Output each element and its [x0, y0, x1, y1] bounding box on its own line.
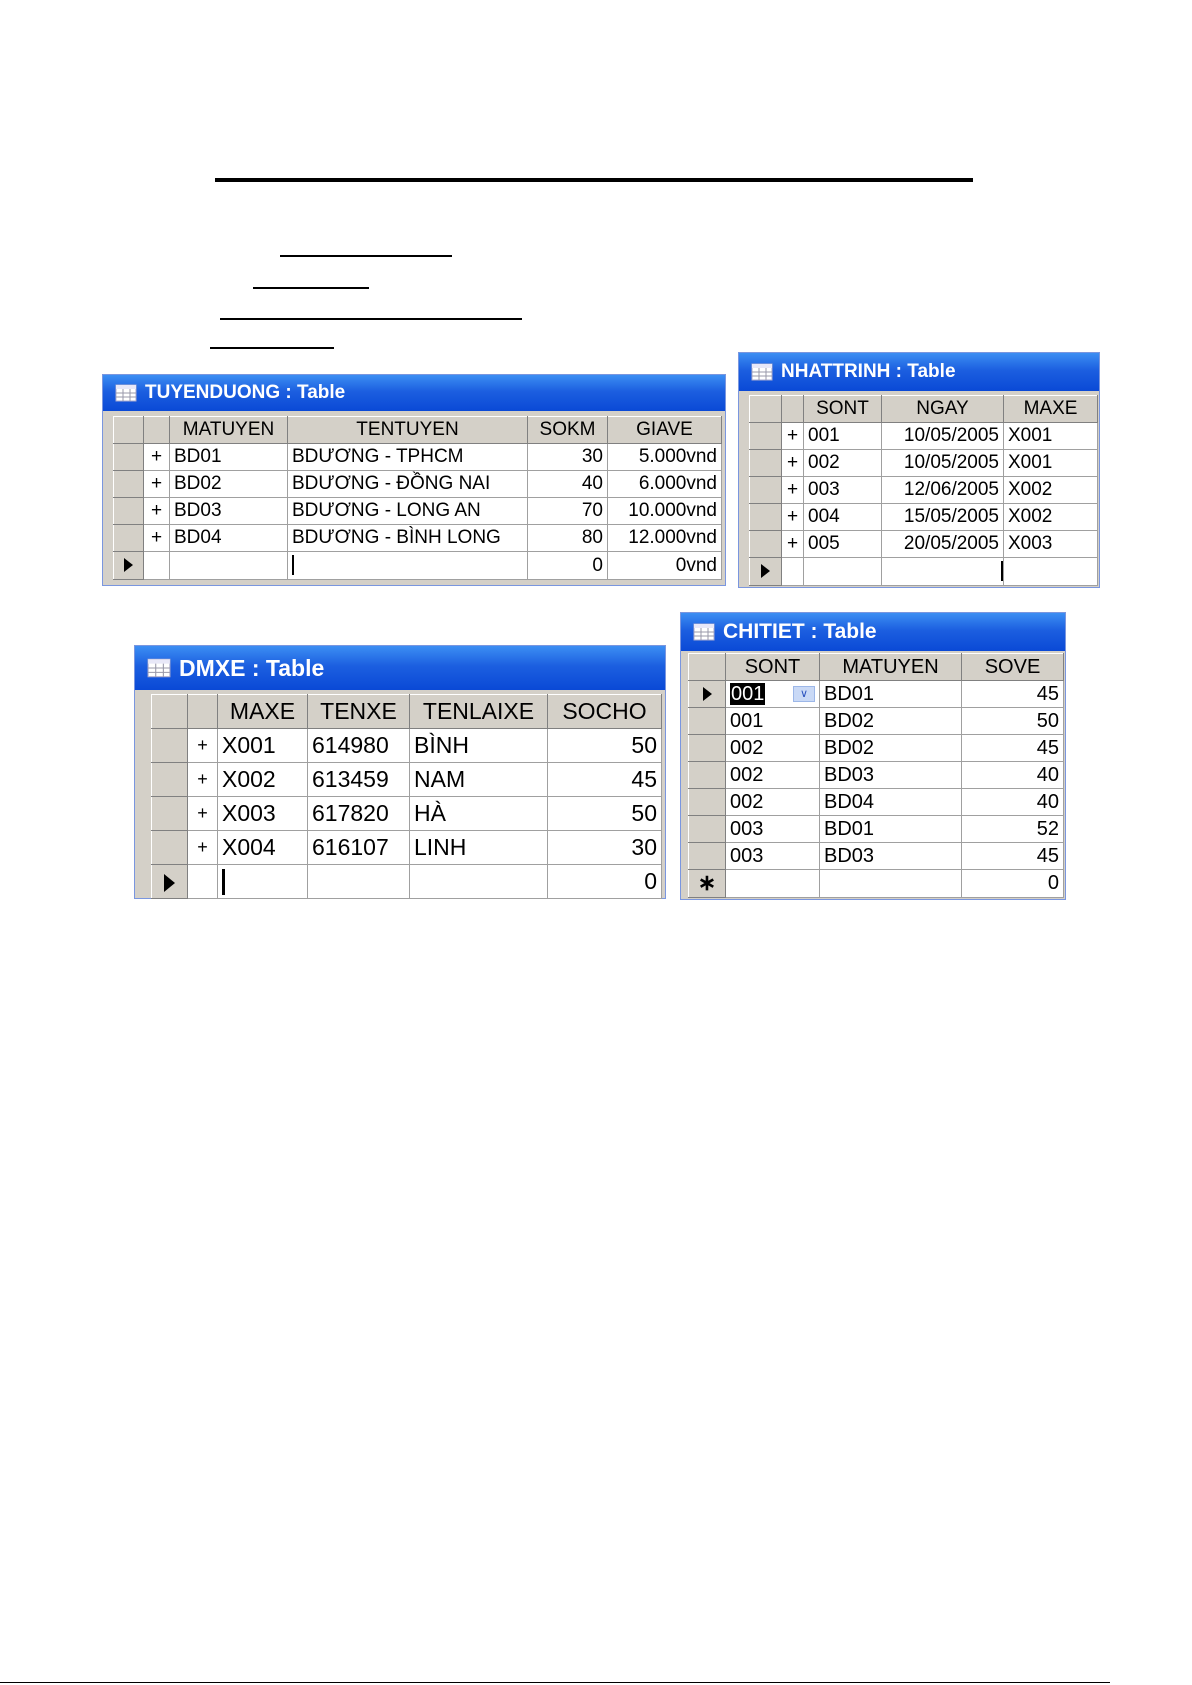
- expand-header: [144, 417, 170, 444]
- current-record-indicator[interactable]: [750, 558, 782, 586]
- selected-value: 001: [731, 682, 765, 705]
- new-record-indicator[interactable]: [689, 870, 726, 898]
- expand-button[interactable]: +: [782, 477, 804, 504]
- nhattrinh-table-window[interactable]: [738, 352, 1100, 588]
- cell-sokm[interactable]: 80: [528, 525, 608, 552]
- table-row[interactable]: [114, 525, 722, 552]
- table-row[interactable]: [750, 423, 1098, 450]
- row-selector[interactable]: [114, 525, 144, 552]
- cell-sont[interactable]: 003: [804, 477, 882, 504]
- row-selector[interactable]: [689, 708, 726, 735]
- cell-sont[interactable]: 005: [804, 531, 882, 558]
- cell-empty[interactable]: [782, 558, 804, 586]
- row-selector-header: [689, 654, 726, 681]
- cell-ngay[interactable]: 10/05/2005: [882, 423, 1004, 450]
- column-header-socho[interactable]: SOCHO: [548, 695, 662, 729]
- cell-tenxe[interactable]: 613459: [308, 763, 410, 797]
- row-selector[interactable]: [689, 762, 726, 789]
- cell-sokm[interactable]: 30: [528, 444, 608, 471]
- cell-ngay[interactable]: 15/05/2005: [882, 504, 1004, 531]
- cell-matuyen[interactable]: BD01: [820, 681, 962, 708]
- new-record-row[interactable]: [114, 552, 722, 580]
- row-selector[interactable]: [152, 729, 188, 763]
- cell-sove[interactable]: 40: [962, 762, 1064, 789]
- window-title: NHATTRINH : Table: [781, 361, 956, 382]
- dropdown-chevron-icon[interactable]: ∨: [793, 686, 815, 702]
- subheading-rule-2: [253, 287, 369, 289]
- column-header-sont[interactable]: SONT: [726, 654, 820, 681]
- row-selector[interactable]: [689, 789, 726, 816]
- cell-tentuyen[interactable]: BDƯƠNG - TPHCM: [288, 444, 528, 471]
- expand-header: [188, 695, 218, 729]
- cell-giave[interactable]: 10.000vnd: [608, 498, 722, 525]
- row-selector[interactable]: [114, 471, 144, 498]
- new-record-row[interactable]: [152, 865, 662, 899]
- cell-sove[interactable]: 52: [962, 816, 1064, 843]
- expand-button[interactable]: +: [188, 831, 218, 865]
- row-selector[interactable]: [689, 816, 726, 843]
- tuyenduong-table-window[interactable]: [102, 374, 726, 586]
- cell-maxe[interactable]: X004: [218, 831, 308, 865]
- cell-tentuyen[interactable]: BDƯƠNG - LONG AN: [288, 498, 528, 525]
- row-selector[interactable]: [750, 423, 782, 450]
- cell-sont[interactable]: 002: [726, 789, 820, 816]
- heading-rule: [215, 178, 973, 182]
- cell-maxe[interactable]: X002: [1004, 477, 1098, 504]
- cell-maxe[interactable]: X001: [1004, 423, 1098, 450]
- row-selector-header: [152, 695, 188, 729]
- cell-empty[interactable]: [188, 865, 218, 899]
- new-record-row[interactable]: [750, 558, 1098, 586]
- column-header-maxe[interactable]: MAXE: [1004, 396, 1098, 423]
- table-icon: [115, 384, 137, 402]
- expand-button[interactable]: +: [144, 471, 170, 498]
- cell-socho[interactable]: 30: [548, 831, 662, 865]
- row-selector[interactable]: [750, 504, 782, 531]
- cell-giave[interactable]: 12.000vnd: [608, 525, 722, 552]
- cell-ngay[interactable]: 20/05/2005: [882, 531, 1004, 558]
- tuyenduong-titlebar[interactable]: [103, 375, 725, 411]
- cell-tenlaixe[interactable]: HÀ: [410, 797, 548, 831]
- cell-tenxe[interactable]: 617820: [308, 797, 410, 831]
- cell-sont[interactable]: 003: [726, 843, 820, 870]
- window-title: TUYENDUONG : Table: [145, 382, 346, 403]
- table-row[interactable]: [750, 450, 1098, 477]
- cell-giave[interactable]: 6.000vnd: [608, 471, 722, 498]
- cell-sove[interactable]: 45: [962, 735, 1064, 762]
- expand-button[interactable]: +: [782, 450, 804, 477]
- row-selector[interactable]: [750, 450, 782, 477]
- column-header-tenxe[interactable]: TENXE: [308, 695, 410, 729]
- row-selector[interactable]: [152, 831, 188, 865]
- cell-sove[interactable]: 50: [962, 708, 1064, 735]
- cell-matuyen[interactable]: [170, 552, 288, 580]
- record-arrow-icon: [761, 564, 770, 578]
- cell-empty[interactable]: [144, 552, 170, 580]
- table-row[interactable]: [689, 816, 1064, 843]
- row-selector[interactable]: [750, 531, 782, 558]
- column-header-matuyen[interactable]: MATUYEN: [170, 417, 288, 444]
- cell-tentuyen[interactable]: [288, 552, 528, 580]
- cell-matuyen[interactable]: BD02: [170, 471, 288, 498]
- cell-ngay[interactable]: 12/06/2005: [882, 477, 1004, 504]
- column-header-tenlaixe[interactable]: TENLAIXE: [410, 695, 548, 729]
- row-selector[interactable]: [152, 763, 188, 797]
- cell-sove[interactable]: 40: [962, 789, 1064, 816]
- cell-ngay[interactable]: [882, 558, 1004, 586]
- cell-matuyen[interactable]: BD03: [170, 498, 288, 525]
- record-arrow-icon: [703, 687, 712, 701]
- chitiet-titlebar[interactable]: [681, 613, 1065, 651]
- expand-header: [782, 396, 804, 423]
- table-row[interactable]: [750, 531, 1098, 558]
- column-header-tentuyen[interactable]: TENTUYEN: [288, 417, 528, 444]
- subheading-rule-1: [280, 255, 452, 257]
- cell-tentuyen[interactable]: BDƯƠNG - ĐỒNG NAI: [288, 471, 528, 498]
- expand-button[interactable]: +: [144, 525, 170, 552]
- text-cursor: [1001, 561, 1003, 581]
- cell-tenlaixe[interactable]: BÌNH: [410, 729, 548, 763]
- table-row[interactable]: [689, 708, 1064, 735]
- subheading-rule-4: [210, 347, 334, 349]
- table-row[interactable]: [152, 797, 662, 831]
- cell-matuyen[interactable]: BD03: [820, 843, 962, 870]
- cell-tenxe[interactable]: [308, 865, 410, 899]
- nhattrinh-titlebar[interactable]: [739, 353, 1099, 391]
- cell-sont[interactable]: 002: [726, 735, 820, 762]
- expand-button[interactable]: +: [782, 423, 804, 450]
- cell-sont[interactable]: 003: [726, 816, 820, 843]
- table-row[interactable]: [114, 498, 722, 525]
- cell-sont-combo[interactable]: [726, 681, 820, 708]
- table-icon: [147, 658, 171, 678]
- cell-sont[interactable]: [726, 870, 820, 898]
- cell-sove[interactable]: 45: [962, 681, 1064, 708]
- cell-sokm[interactable]: 70: [528, 498, 608, 525]
- cell-matuyen[interactable]: [820, 870, 962, 898]
- cell-sont[interactable]: 002: [804, 450, 882, 477]
- table-row[interactable]: [114, 444, 722, 471]
- row-selector[interactable]: [152, 797, 188, 831]
- column-header-matuyen[interactable]: MATUYEN: [820, 654, 962, 681]
- cell-maxe[interactable]: X003: [1004, 531, 1098, 558]
- cell-matuyen[interactable]: BD01: [170, 444, 288, 471]
- cell-maxe[interactable]: [1004, 558, 1098, 586]
- table-row[interactable]: [689, 762, 1064, 789]
- cell-sokm[interactable]: 0: [528, 552, 608, 580]
- tuyenduong-datasheet[interactable]: [113, 416, 722, 580]
- table-row[interactable]: [689, 681, 1064, 708]
- cell-sont[interactable]: 002: [726, 762, 820, 789]
- cell-sokm[interactable]: 40: [528, 471, 608, 498]
- cell-maxe[interactable]: X002: [1004, 504, 1098, 531]
- current-record-indicator[interactable]: [689, 681, 726, 708]
- dmxe-table-window[interactable]: [134, 645, 666, 899]
- window-title: DMXE : Table: [179, 654, 325, 681]
- window-title: CHITIET : Table: [723, 620, 877, 643]
- column-header-sokm[interactable]: SOKM: [528, 417, 608, 444]
- cell-tenxe[interactable]: 616107: [308, 831, 410, 865]
- cell-maxe[interactable]: X002: [218, 763, 308, 797]
- column-header-ngay[interactable]: NGAY: [882, 396, 1004, 423]
- row-selector[interactable]: [689, 843, 726, 870]
- dmxe-datasheet[interactable]: [151, 694, 662, 899]
- row-selector[interactable]: [750, 477, 782, 504]
- column-header-maxe[interactable]: MAXE: [218, 695, 308, 729]
- cell-socho[interactable]: 50: [548, 729, 662, 763]
- table-row[interactable]: [689, 843, 1064, 870]
- table-row[interactable]: [152, 729, 662, 763]
- cell-maxe[interactable]: X001: [218, 729, 308, 763]
- current-record-indicator[interactable]: [114, 552, 144, 580]
- subheading-rule-3: [220, 318, 522, 320]
- expand-button[interactable]: +: [188, 797, 218, 831]
- table-row[interactable]: [152, 763, 662, 797]
- current-record-indicator[interactable]: [152, 865, 188, 899]
- cell-socho[interactable]: 0: [548, 865, 662, 899]
- new-record-star-icon: ∗: [697, 869, 717, 895]
- page-bottom-rule: [0, 1682, 1110, 1683]
- column-header-giave[interactable]: GIAVE: [608, 417, 722, 444]
- cell-sont[interactable]: 004: [804, 504, 882, 531]
- cell-sove[interactable]: 0: [962, 870, 1064, 898]
- cell-socho[interactable]: 50: [548, 797, 662, 831]
- cell-matuyen[interactable]: BD02: [820, 708, 962, 735]
- cell-maxe[interactable]: X001: [1004, 450, 1098, 477]
- cell-tenlaixe[interactable]: NAM: [410, 763, 548, 797]
- table-row[interactable]: [152, 831, 662, 865]
- expand-button[interactable]: +: [144, 444, 170, 471]
- cell-sove[interactable]: 45: [962, 843, 1064, 870]
- record-arrow-icon: [124, 558, 133, 572]
- row-selector-header: [114, 417, 144, 444]
- nhattrinh-datasheet[interactable]: [749, 395, 1098, 586]
- table-icon: [693, 623, 715, 641]
- expand-button[interactable]: +: [188, 729, 218, 763]
- cell-tenxe[interactable]: 614980: [308, 729, 410, 763]
- table-row[interactable]: [689, 789, 1064, 816]
- row-selector[interactable]: [114, 498, 144, 525]
- text-cursor: [292, 555, 294, 575]
- dmxe-titlebar[interactable]: [135, 646, 665, 690]
- record-arrow-icon: [164, 874, 175, 892]
- new-record-row[interactable]: [689, 870, 1064, 898]
- cell-socho[interactable]: 45: [548, 763, 662, 797]
- cell-tenlaixe[interactable]: LINH: [410, 831, 548, 865]
- cell-sont[interactable]: 001: [726, 708, 820, 735]
- text-cursor: [222, 869, 225, 895]
- cell-giave[interactable]: 0vnd: [608, 552, 722, 580]
- cell-ngay[interactable]: 10/05/2005: [882, 450, 1004, 477]
- row-selector[interactable]: [689, 735, 726, 762]
- cell-tenlaixe[interactable]: [410, 865, 548, 899]
- expand-button[interactable]: +: [782, 504, 804, 531]
- table-row[interactable]: [689, 735, 1064, 762]
- chitiet-table-window[interactable]: [680, 612, 1066, 900]
- row-selector[interactable]: [114, 444, 144, 471]
- cell-matuyen[interactable]: BD04: [820, 789, 962, 816]
- expand-button[interactable]: +: [144, 498, 170, 525]
- table-row[interactable]: [114, 471, 722, 498]
- chitiet-datasheet[interactable]: [688, 653, 1064, 898]
- expand-button[interactable]: +: [782, 531, 804, 558]
- expand-button[interactable]: +: [188, 763, 218, 797]
- cell-matuyen[interactable]: BD04: [170, 525, 288, 552]
- table-row[interactable]: [750, 477, 1098, 504]
- cell-giave[interactable]: 5.000vnd: [608, 444, 722, 471]
- table-row[interactable]: [750, 504, 1098, 531]
- cell-matuyen[interactable]: BD03: [820, 762, 962, 789]
- column-header-sont[interactable]: SONT: [804, 396, 882, 423]
- table-icon: [751, 363, 773, 381]
- row-selector-header: [750, 396, 782, 423]
- column-header-sove[interactable]: SOVE: [962, 654, 1064, 681]
- cell-maxe[interactable]: [218, 865, 308, 899]
- cell-sont[interactable]: 001: [804, 423, 882, 450]
- cell-tentuyen[interactable]: BDƯƠNG - BÌNH LONG: [288, 525, 528, 552]
- cell-maxe[interactable]: X003: [218, 797, 308, 831]
- cell-matuyen[interactable]: BD01: [820, 816, 962, 843]
- cell-sont[interactable]: [804, 558, 882, 586]
- cell-matuyen[interactable]: BD02: [820, 735, 962, 762]
